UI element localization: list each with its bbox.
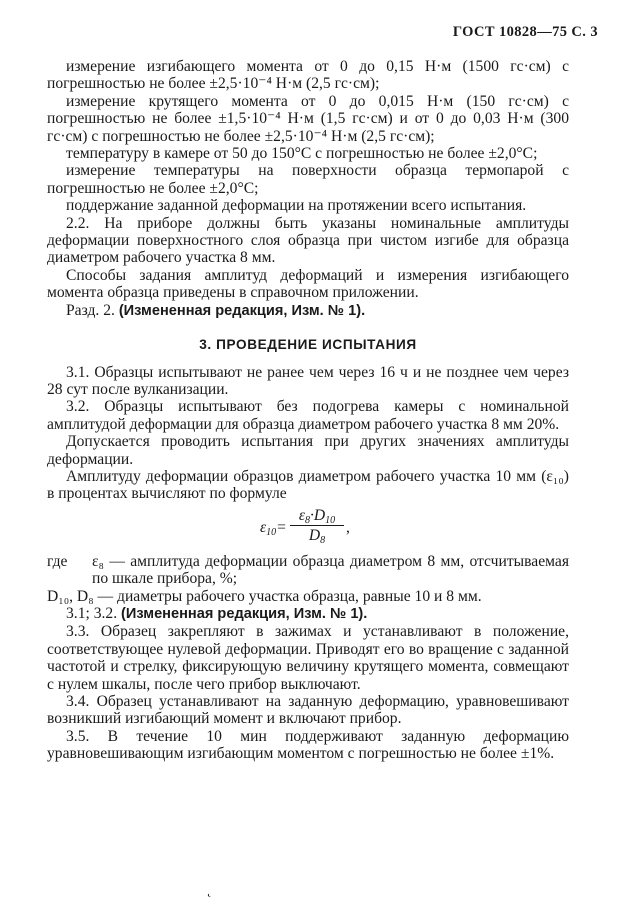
- page-header-code: ГОСТ 10828—75 С. 3: [452, 24, 598, 40]
- paragraph-surface-temperature: измерение температуры на поверхности образца термопарой с погрешностью не более ±2,0°С;: [47, 162, 569, 197]
- where-label: где: [47, 552, 68, 570]
- paragraph-bending-moment: измерение изгибающего момента от 0 до 0,15 Н·м (1500 гс·см) с погрешностью не более ±2,5·10⁻⁴ Н·м (2,5 гс·см);: [47, 58, 569, 93]
- formula-epsilon10: [47, 507, 569, 549]
- paragraph-torque: измерение крутящего момента от 0 до 0,015 Н·м (150 гс·см) с погрешностью не более ±1,5·10⁻⁴ Н·м (1,5 гс·см) и от 0 до 0,03 Н·м (300 гс·см) с погрешностью не более ±2,5·10⁻⁴ Н·м (2,5 гс·см);: [47, 92, 569, 145]
- paragraph-methods: Способы задания амплитуд деформаций и измерения изгибающего момента образца приведены в справочном приложении.: [47, 266, 569, 302]
- formula-numerator: $\varepsilon_8\cdot D_{10}$: [290, 507, 344, 526]
- formula-comma: ,: [346, 518, 350, 536]
- where-diameters: D₁₀, D₈ — диаметры рабочего участка образца, равные 10 и 8 мм.: [47, 587, 482, 605]
- where-epsilon8: ε₈ — амплитуда деформации образца диаметром 8 мм, отсчитываемая по шкале прибора, %;: [92, 552, 569, 588]
- ref-prefix: 3.1; 3.2.: [66, 604, 118, 622]
- paragraph-3-4: 3.4. Образец устанавливают на заданную деформацию, уравновешивают возникший изгибающий момент и включают прибор.: [47, 693, 569, 728]
- razd-change-note: [47, 302, 569, 320]
- formula-fraction: [290, 507, 344, 545]
- ref-3-1-3-2-change: [47, 605, 569, 623]
- stray-mark: ˛: [207, 883, 212, 898]
- paragraph-3-1: 3.1. Образцы испытывают не ранее чем через 16 ч и не позднее чем через 28 сут после вулканизации.: [47, 363, 569, 398]
- paragraph-chamber-temperature: температуру в камере от 50 до 150°С с погрешностью не более ±2,0°С;: [66, 145, 538, 163]
- razd-prefix: Разд. 2.: [66, 301, 115, 319]
- formula-lhs: $\varepsilon_{10}=$: [260, 518, 287, 538]
- where-block: [47, 553, 569, 588]
- paragraph-3-2: 3.2. Образцы испытывают без подогрева камеры с номинальной амплитудой деформации для образца диаметром рабочего участка 8 мм 20%.: [47, 398, 569, 433]
- section-title: 3. ПРОВЕДЕНИЕ ИСПЫТАНИЯ: [199, 337, 417, 353]
- paragraph-2-2: 2.2. На приборе должны быть указаны номинальные амплитуды деформации поверхностного слоя образца при чистом изгибе для образца диаметром рабочего участка 8 мм.: [47, 214, 569, 267]
- paragraph-allowed: Допускается проводить испытания при других значениях амплитуды деформации.: [47, 433, 569, 468]
- paragraph-formula-intro: Амплитуду деформации образцов диаметром рабочего участка 10 мм (ε₁₀) в процентах вычисляют по формуле: [47, 467, 569, 503]
- paragraph-3-5: 3.5. В течение 10 мин поддерживают заданную деформацию уравновешивающим изгибающим моментом с погрешностью не более ±1%.: [47, 727, 569, 763]
- ref-change: (Измененная редакция, Изм. № 1).: [121, 605, 368, 622]
- paragraph-3-3: 3.3. Образец закрепляют в зажимах и устанавливают в положение, соответствующее нулевой деформации. Приводят его во вращение с заданной частотой и стрелку, фиксирующую величину крутящего момента, совмещают с нулем шкалы, после чего прибор выключают.: [47, 623, 569, 693]
- razd-change: (Измененная редакция, Изм. № 1).: [118, 302, 366, 319]
- paragraph-deformation-hold: поддержание заданной деформации на протяжении всего испытания.: [66, 197, 527, 215]
- document-body: [47, 58, 569, 763]
- formula-denominator: $D_8$: [308, 527, 326, 547]
